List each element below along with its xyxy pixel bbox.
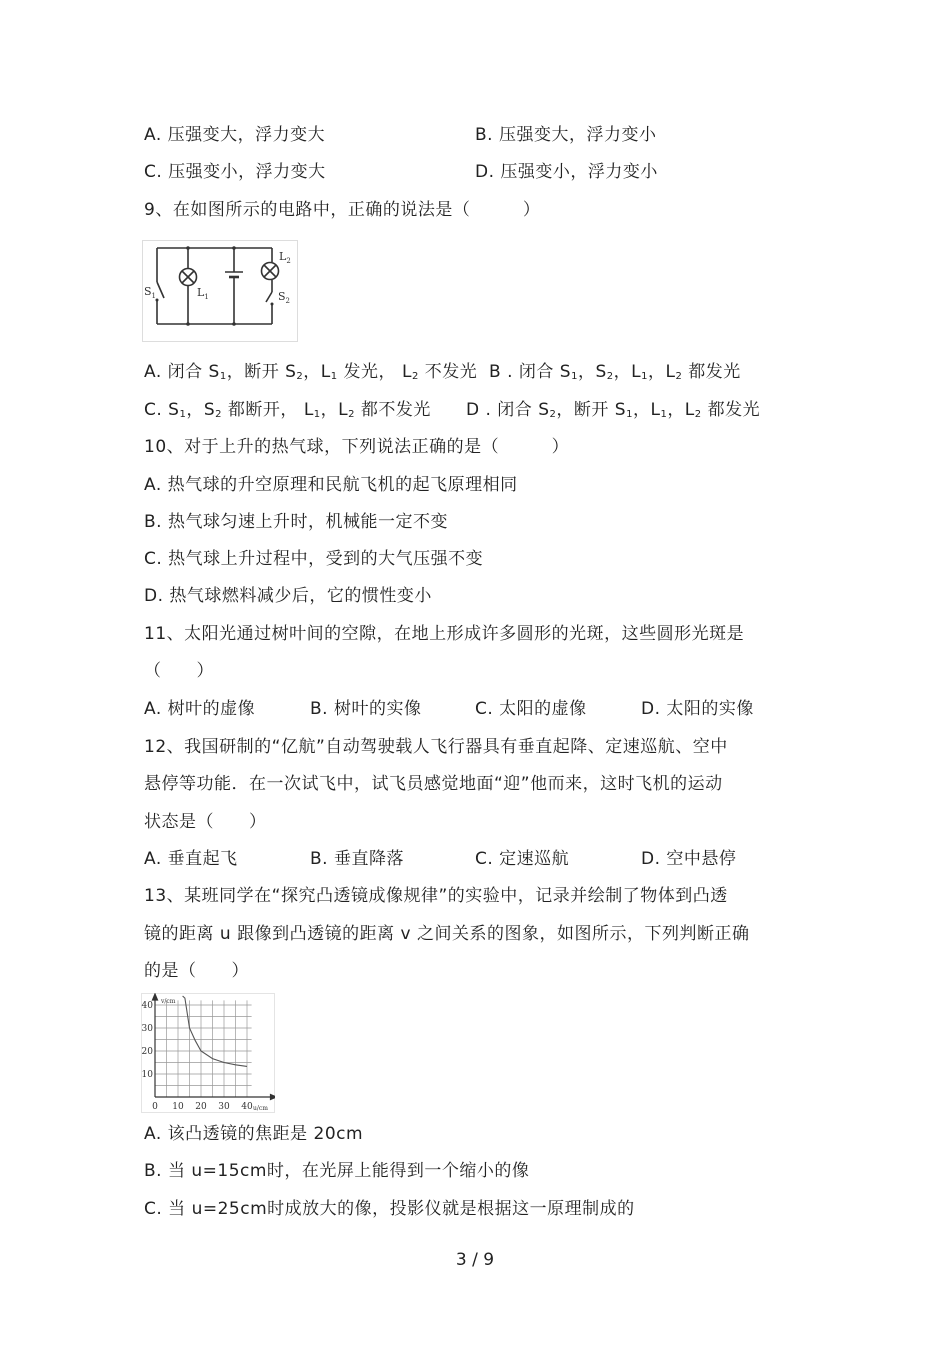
q8-option-a: A. 压强变大，浮力变大 xyxy=(144,125,326,145)
s1-label: S xyxy=(144,285,152,298)
q11-option-b: B. 树叶的实像 xyxy=(310,699,422,719)
q13-option-b: B. 当 u=15cm时，在光屏上能得到一个缩小的像 xyxy=(144,1161,530,1181)
x-tick-label: 0 xyxy=(152,1102,158,1112)
svg-text:S1: $S_1$ xyxy=(144,285,157,300)
q9-option-c: C. $S_1$，$S_2$ 都断开， $L_1$，$L_2$ 都不发光 xyxy=(144,400,431,420)
q10-option-d: D. 热气球燃料减少后，它的惯性变小 xyxy=(144,586,432,606)
l1-label: L xyxy=(197,286,205,299)
q12-option-c: C. 定速巡航 xyxy=(475,849,570,869)
l2-label: L xyxy=(279,250,287,263)
q8-option-d: D. 压强变小，浮力变小 xyxy=(475,162,658,182)
q10-option-b: B. 热气球匀速上升时，机械能一定不变 xyxy=(144,512,448,532)
q10-option-c: C. 热气球上升过程中，受到的大气压强不变 xyxy=(144,549,484,569)
y-axis-label: v/cm xyxy=(161,998,176,1005)
q12-stem-line1: 12、我国研制的“亿航”自动驾驶载人飞行器具有垂直起降、定速巡航、空中 xyxy=(144,737,728,757)
q13-stem-line1: 13、某班同学在“探究凸透镜成像规律”的实验中，记录并绘制了物体到凸透 xyxy=(144,886,728,906)
svg-text:S2: $S_2$ xyxy=(278,290,291,305)
q8-option-b: B. 压强变大，浮力变小 xyxy=(475,125,657,145)
svg-text:L1: $L_1$ xyxy=(197,286,209,301)
y-tick-label: 10 xyxy=(141,1070,153,1080)
x-axis-label: u/cm xyxy=(253,1105,268,1112)
y-tick-label: 20 xyxy=(141,1047,153,1057)
q10-option-a: A. 热气球的升空原理和民航飞机的起飞原理相同 xyxy=(144,475,518,495)
x-tick-label: 10 xyxy=(172,1102,184,1112)
page-number: 3 / 9 xyxy=(455,1250,495,1270)
y-axis-arrow xyxy=(153,994,158,1000)
q9-option-a: A. 闭合 $S_1$，断开 $S_2$，$L_1$ 发光， $L_2$ 不发光 xyxy=(144,362,478,382)
q11-stem-blank: （ ） xyxy=(144,661,214,681)
s2-label: S xyxy=(278,290,286,303)
q10-stem: 10、对于上升的热气球，下列说法正确的是（ ） xyxy=(144,437,570,457)
q9-option-b: B . 闭合 $S_1$，$S_2$，$L_1$，$L_2$ 都发光 xyxy=(489,362,741,382)
q9-stem: 9、在如图所示的电路中，正确的说法是（ ） xyxy=(144,200,541,220)
svg-text:L2: $L_2$ xyxy=(279,250,291,265)
y-tick-label: 30 xyxy=(141,1024,153,1034)
q12-option-a: A. 垂直起飞 xyxy=(144,849,238,869)
series-curve xyxy=(183,996,247,1066)
q11-option-a: A. 树叶的虚像 xyxy=(144,699,256,719)
uv-graph xyxy=(141,993,275,1113)
q11-stem: 11、太阳光通过树叶间的空隙，在地上形成许多圆形的光斑，这些圆形光斑是 xyxy=(144,624,745,644)
q12-option-b: B. 垂直降落 xyxy=(310,849,404,869)
q13-option-a: A. 该凸透镜的焦距是 20cm xyxy=(144,1124,364,1144)
q13-stem-line3: 的是（ ） xyxy=(144,961,249,981)
x-tick-label: 20 xyxy=(195,1102,207,1112)
q12-option-d: D. 空中悬停 xyxy=(641,849,737,869)
q11-option-c: C. 太阳的虚像 xyxy=(475,699,587,719)
y-tick-label: 40 xyxy=(141,1001,153,1011)
q12-stem-line3: 状态是（ ） xyxy=(144,812,267,832)
q12-stem-line2: 悬停等功能．在一次试飞中，试飞员感觉地面“迎”他而来，这时飞机的运动 xyxy=(144,774,723,794)
q13-stem-line2: 镜的距离 u 跟像到凸透镜的距离 v 之间关系的图象，如图所示，下列判断正确 xyxy=(144,924,750,944)
x-tick-label: 30 xyxy=(218,1102,230,1112)
q9-option-d: D . 闭合 $S_2$，断开 $S_1$，$L_1$，$L_2$ 都发光 xyxy=(466,400,761,420)
circuit-diagram xyxy=(142,240,298,342)
q8-option-c: C. 压强变小，浮力变大 xyxy=(144,162,326,182)
x-tick-label: 40 xyxy=(241,1102,253,1112)
q13-option-c: C. 当 u=25cm时成放大的像，投影仪就是根据这一原理制成的 xyxy=(144,1199,635,1219)
q11-option-d: D. 太阳的实像 xyxy=(641,699,754,719)
